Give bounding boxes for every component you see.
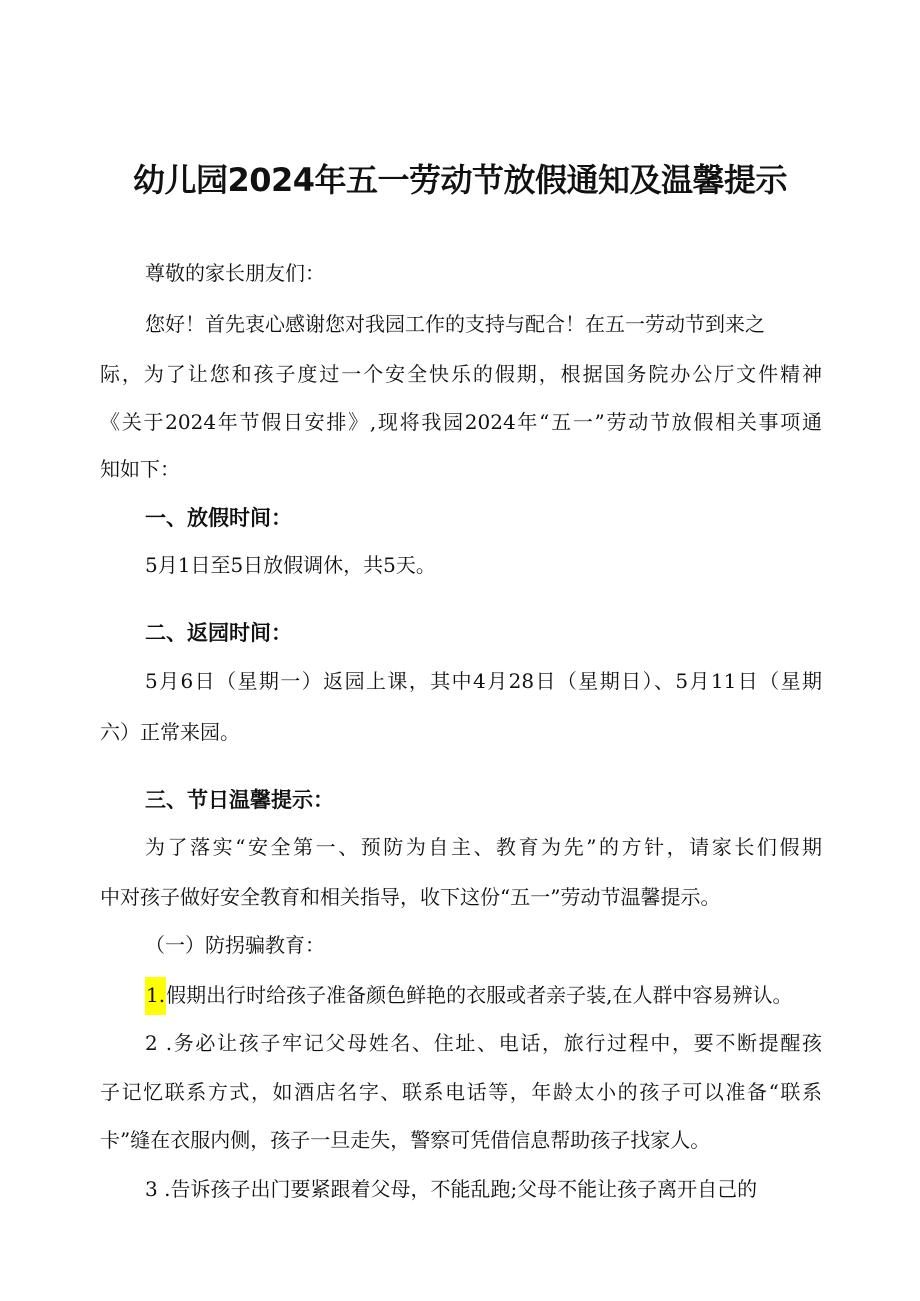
document-title: 幼儿园2024年五一劳动节放假通知及温馨提示 [132,161,788,199]
list-item-3-line-1: 3 .告诉孩子出门要紧跟着父母，不能乱跑;父母不能让孩子离开自己的 [145,1177,758,1201]
greeting: 尊敬的家长朋友们： [145,261,325,285]
intro-line-1: 您好！首先衷心感谢您对我园工作的支持与配合！在五一劳动节到来之 [145,312,765,336]
intro-line-4: 知如下： [100,457,180,481]
section-2-line-2: 六）正常来园。 [100,720,240,744]
list-item-2-line-2: 子记忆联系方式，如酒店名字、联系电话等，年龄太小的孩子可以准备“联系 [100,1080,822,1104]
section-1-heading: 一、放假时间： [145,506,292,530]
subsection-1-heading: （一）防拐骗教育： [145,933,325,957]
list-item-1 [145,980,792,1010]
intro-line-3: 《关于2024年节假日安排》,现将我园2024年“五一”劳动节放假相关事项通 [100,410,822,434]
list-item-2-line-3: 卡”缝在衣服内侧，孩子一旦走失，警察可凭借信息帮助孩子找家人。 [100,1128,711,1152]
list-item-2-line-1: 2 .务必让孩子牢记父母姓名、住址、电话，旅行过程中，要不断提醒孩 [145,1031,822,1055]
section-2-line-1: 5月6日（星期一）返园上课，其中4月28日（星期日）、5月11日（星期 [145,669,822,693]
intro-line-2: 际，为了让您和孩子度过一个安全快乐的假期，根据国务院办公厅文件精神 [100,362,822,386]
section-3-line-1: 为了落实“安全第一、预防为自主、教育为先”的方针，请家长们假期 [145,835,822,859]
section-1-line-1: 5月1日至5日放假调休，共5天。 [145,553,436,577]
section-3-line-2: 中对孩子做好安全教育和相关指导，收下这份“五一”劳动节温馨提示。 [100,885,721,909]
section-3-heading: 三、节日温馨提示： [145,788,334,812]
section-2-heading: 二、返园时间： [145,621,292,645]
list-item-1-text: 假期出行时给孩子准备颜色鲜艳的衣服或者亲子装,在人群中容易辨认。 [166,983,793,1007]
highlighted-item-number: 1. [145,977,166,1015]
